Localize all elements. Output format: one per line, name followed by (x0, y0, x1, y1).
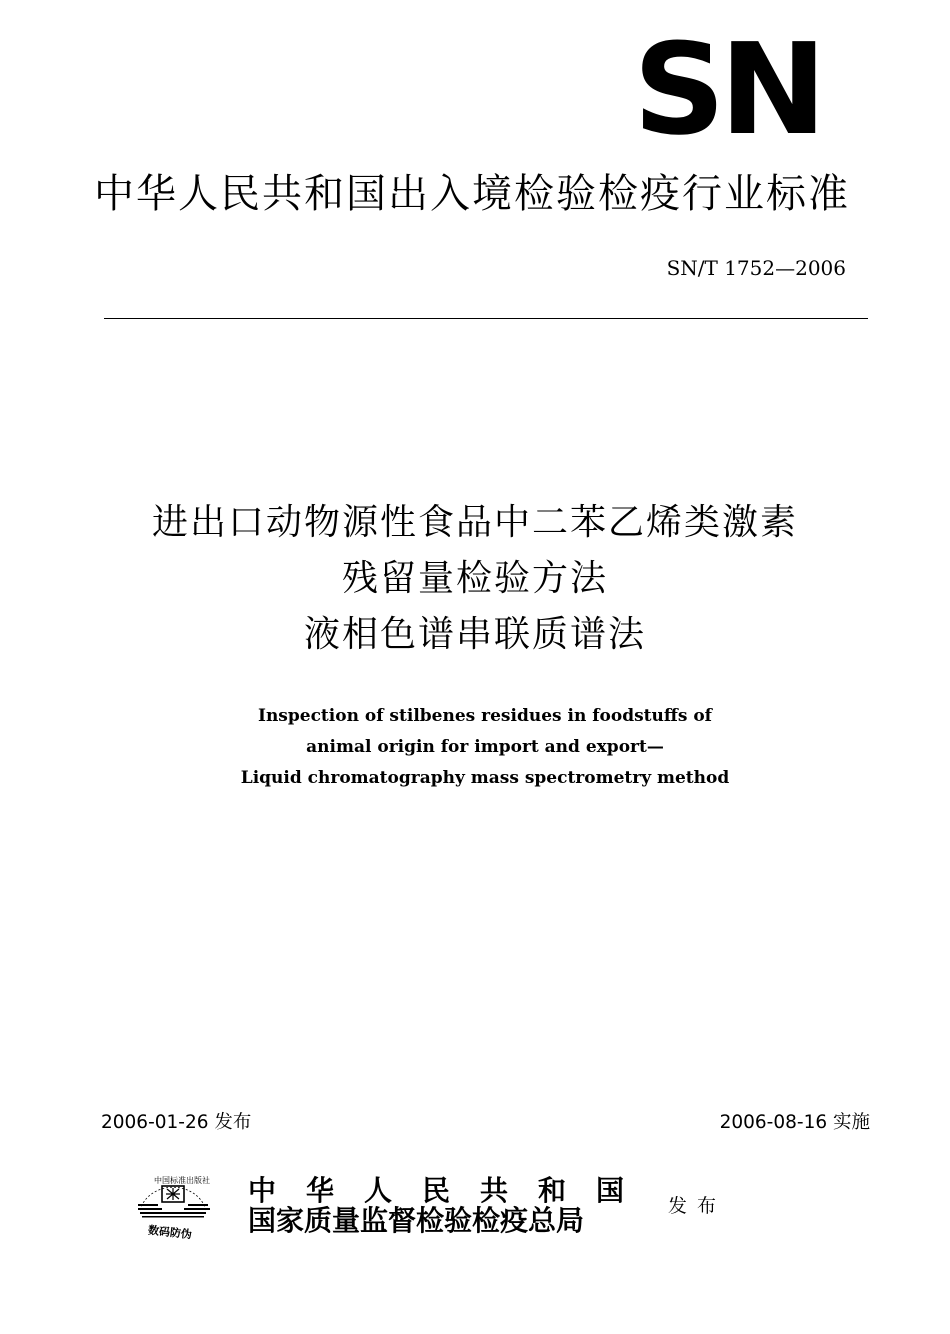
issued-label: 发布 (668, 1195, 727, 1217)
sn-logo: SN (633, 16, 821, 163)
chinese-title-line-3: 液相色谱串联质谱法 (303, 614, 646, 655)
issuing-authority (248, 1176, 654, 1236)
implementation-date: 2006-08-16 实施 (719, 1112, 870, 1133)
issuer-administration: 国家质量监督检验检疫总局 (248, 1204, 585, 1237)
chinese-title (0, 495, 950, 663)
header-divider (104, 318, 868, 319)
english-title-line-2: animal origin for import and export— (306, 737, 664, 757)
chinese-title-line-1: 进出口动物源性食品中二苯乙烯类激素 (151, 502, 798, 543)
english-title-line-1: Inspection of stilbenes residues in foodstuffs of (258, 706, 712, 726)
svg-text:数码防伪: 数码防伪 (147, 1223, 193, 1242)
svg-text:中国标准出版社: 中国标准出版社 (154, 1176, 210, 1185)
standard-category: 中华人民共和国出入境检验检疫行业标准 (94, 171, 850, 217)
issuer-country: 中华人民共和国 (248, 1174, 655, 1207)
english-title-line-3: Liquid chromatography mass spectrometry method (240, 768, 730, 788)
issue-date: 2006-01-26 发布 (101, 1112, 252, 1133)
anti-counterfeit-seal-icon (130, 1170, 216, 1248)
english-title (0, 701, 950, 794)
chinese-title-line-2: 残留量检验方法 (341, 558, 608, 599)
standard-number: SN/T 1752—2006 (666, 256, 846, 280)
